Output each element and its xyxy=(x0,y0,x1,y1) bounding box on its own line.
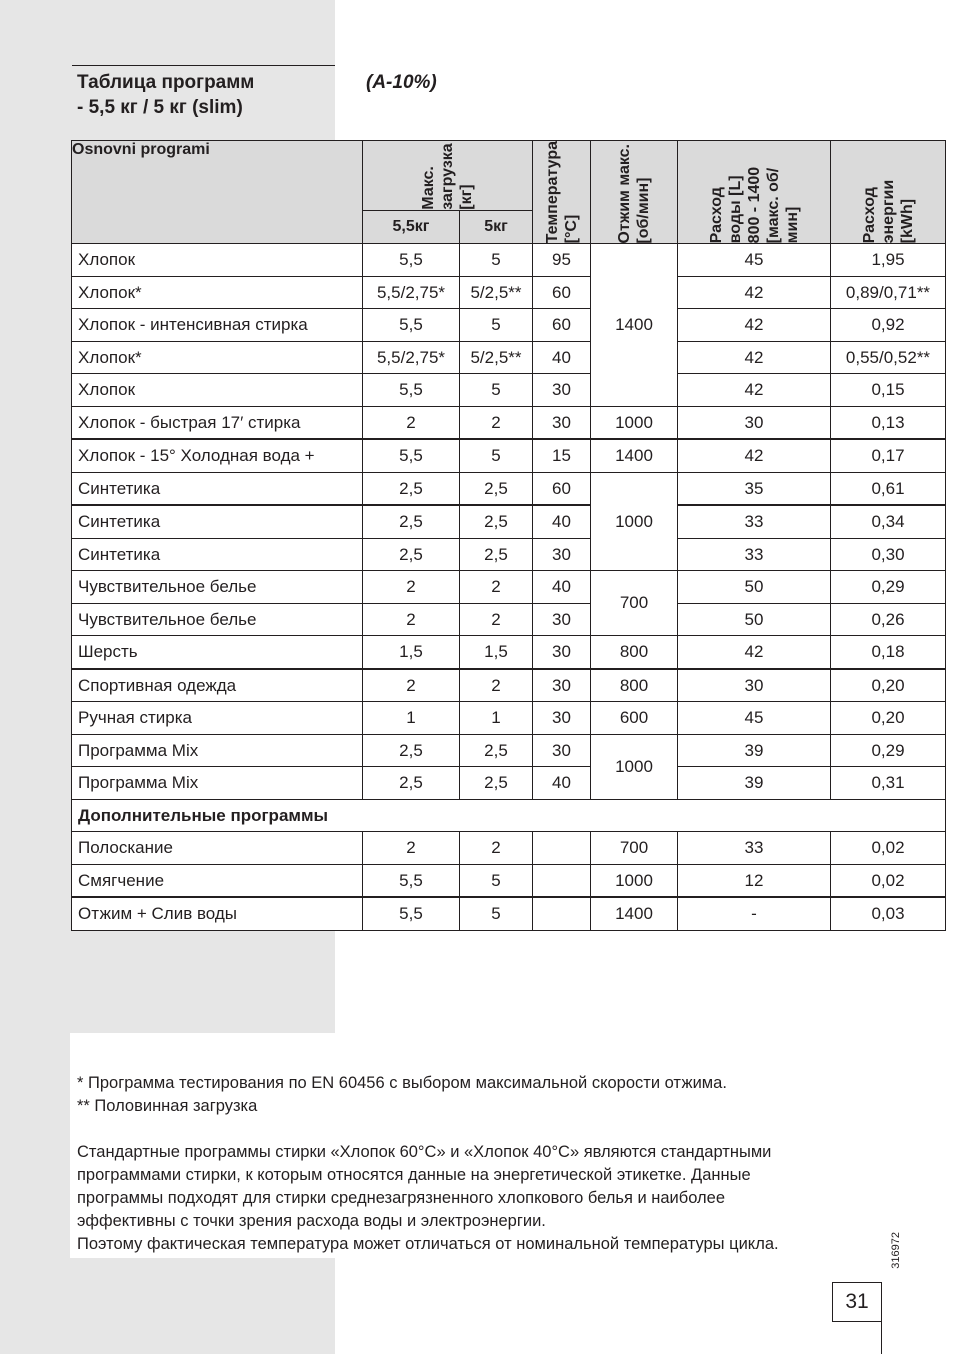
table-row xyxy=(72,538,946,571)
load-a: 2,5 xyxy=(363,734,460,767)
temperature: 15 xyxy=(533,439,591,472)
load-a: 2,5 xyxy=(363,505,460,538)
temperature: 30 xyxy=(533,702,591,735)
header-spin xyxy=(591,141,678,244)
spin: 1000 xyxy=(591,864,678,897)
water: 12 xyxy=(678,864,831,897)
table-row xyxy=(72,276,946,309)
header-load xyxy=(363,141,533,211)
temperature: 30 xyxy=(533,734,591,767)
spin: 1400 xyxy=(591,244,678,407)
table-row xyxy=(72,603,946,636)
water: 42 xyxy=(678,309,831,342)
energy: 0,20 xyxy=(831,669,946,702)
load-a: 5,5 xyxy=(363,244,460,277)
program-name: Чувствительное белье xyxy=(72,603,363,636)
temperature: 60 xyxy=(533,276,591,309)
water: 30 xyxy=(678,669,831,702)
water: 39 xyxy=(678,734,831,767)
page-number: 31 xyxy=(832,1282,882,1322)
energy: 0,20 xyxy=(831,702,946,735)
water: 35 xyxy=(678,472,831,505)
page-title xyxy=(77,70,254,120)
water: 30 xyxy=(678,406,831,439)
table-row xyxy=(72,864,946,897)
load-a: 2 xyxy=(363,406,460,439)
water: 50 xyxy=(678,571,831,604)
paragraph-line-1: Стандартные программы стирки «Хлопок 60°C» и «Хлопок 40°C» являются стандартными xyxy=(77,1143,772,1161)
water: 45 xyxy=(678,244,831,277)
program-name: Хлопок* xyxy=(72,276,363,309)
energy: 0,26 xyxy=(831,603,946,636)
temperature xyxy=(533,832,591,865)
load-b: 5 xyxy=(460,244,533,277)
load-a: 5,5 xyxy=(363,374,460,407)
paragraph-line-2: программами стирки, к которым относятся данные на энергетической этикетке. Данные xyxy=(77,1166,751,1184)
section-row xyxy=(72,799,946,832)
table-row xyxy=(72,571,946,604)
water: - xyxy=(678,897,831,930)
header-energy-text: Расход энергии [kWh] xyxy=(860,179,916,244)
energy: 0,02 xyxy=(831,832,946,865)
header-load-5kg: 5кг xyxy=(460,210,533,244)
spin: 1000 xyxy=(591,734,678,799)
footnotes xyxy=(77,1072,877,1256)
program-name: Синтетика xyxy=(72,505,363,538)
load-a: 2,5 xyxy=(363,538,460,571)
energy: 0,13 xyxy=(831,406,946,439)
water: 50 xyxy=(678,603,831,636)
load-b: 5 xyxy=(460,897,533,930)
program-name: Шерсть xyxy=(72,636,363,669)
table-row xyxy=(72,832,946,865)
load-a: 2 xyxy=(363,669,460,702)
temperature: 30 xyxy=(533,636,591,669)
spin: 800 xyxy=(591,636,678,669)
temperature: 40 xyxy=(533,341,591,374)
program-name: Хлопок xyxy=(72,374,363,407)
table-row xyxy=(72,702,946,735)
program-name: Хлопок - 15° Холодная вода + xyxy=(72,439,363,472)
load-b: 2,5 xyxy=(460,734,533,767)
load-a: 2 xyxy=(363,571,460,604)
program-name: Хлопок xyxy=(72,244,363,277)
program-name: Хлопок - быстрая 17′ стирка xyxy=(72,406,363,439)
temperature: 40 xyxy=(533,571,591,604)
temperature: 95 xyxy=(533,244,591,277)
temperature: 30 xyxy=(533,374,591,407)
program-name: Синтетика xyxy=(72,472,363,505)
load-b: 5 xyxy=(460,439,533,472)
load-a: 5,5/2,75* xyxy=(363,276,460,309)
load-b: 2,5 xyxy=(460,538,533,571)
load-a: 1,5 xyxy=(363,636,460,669)
load-b: 2 xyxy=(460,571,533,604)
footnote-2: ** Половинная загрузка xyxy=(77,1097,258,1115)
load-b: 2 xyxy=(460,669,533,702)
header-temperature-text: Температура [°C] xyxy=(543,141,580,244)
program-table xyxy=(71,140,946,931)
spin: 1000 xyxy=(591,406,678,439)
temperature xyxy=(533,864,591,897)
paragraph-line-3: программы подходят для стирки среднезагрязненного хлопкового белья и наиболее xyxy=(77,1189,726,1207)
load-a: 2,5 xyxy=(363,767,460,800)
temperature: 60 xyxy=(533,309,591,342)
water: 33 xyxy=(678,832,831,865)
table-row xyxy=(72,767,946,800)
program-name: Программа Mix xyxy=(72,734,363,767)
load-b: 2,5 xyxy=(460,472,533,505)
load-b: 1 xyxy=(460,702,533,735)
load-a: 5,5 xyxy=(363,864,460,897)
energy: 0,61 xyxy=(831,472,946,505)
table-row xyxy=(72,472,946,505)
spin: 1400 xyxy=(591,439,678,472)
program-name: Смягчение xyxy=(72,864,363,897)
spin: 1000 xyxy=(591,472,678,571)
document-number-text: 316972 xyxy=(890,1232,902,1269)
energy: 1,95 xyxy=(831,244,946,277)
table-row xyxy=(72,505,946,538)
program-name: Полоскание xyxy=(72,832,363,865)
load-b: 2 xyxy=(460,406,533,439)
table-row xyxy=(72,734,946,767)
load-a: 5,5/2,75* xyxy=(363,341,460,374)
program-name: Чувствительное белье xyxy=(72,571,363,604)
energy: 0,03 xyxy=(831,897,946,930)
water: 42 xyxy=(678,276,831,309)
load-a: 5,5 xyxy=(363,897,460,930)
title-rule xyxy=(72,65,335,66)
load-b: 5 xyxy=(460,309,533,342)
load-b: 1,5 xyxy=(460,636,533,669)
title-note: (A-10%) xyxy=(366,72,437,93)
water: 33 xyxy=(678,505,831,538)
load-b: 5/2,5** xyxy=(460,341,533,374)
load-a: 1 xyxy=(363,702,460,735)
header-energy xyxy=(831,141,946,244)
header-temperature xyxy=(533,141,591,244)
temperature: 40 xyxy=(533,505,591,538)
header-water-text: Расход воды [L] 800 - 1400 [макс. об/мин] xyxy=(707,166,801,244)
program-name: Хлопок - интенсивная стирка xyxy=(72,309,363,342)
table-row xyxy=(72,244,946,277)
spin: 700 xyxy=(591,571,678,636)
temperature: 30 xyxy=(533,406,591,439)
energy: 0,29 xyxy=(831,734,946,767)
program-name: Хлопок* xyxy=(72,341,363,374)
section-title-extra: Дополнительные программы xyxy=(72,799,946,832)
energy: 0,17 xyxy=(831,439,946,472)
page-number-rule xyxy=(881,1320,882,1354)
water: 42 xyxy=(678,636,831,669)
load-b: 2,5 xyxy=(460,767,533,800)
temperature: 40 xyxy=(533,767,591,800)
energy: 0,02 xyxy=(831,864,946,897)
footnote-1: * Программа тестирования по EN 60456 с выбором максимальной скорости отжима. xyxy=(77,1074,727,1092)
program-name: Программа Mix xyxy=(72,767,363,800)
spin: 800 xyxy=(591,669,678,702)
paragraph-line-4: эффективны с точки зрения расхода воды и электроэнергии. xyxy=(77,1212,546,1230)
table-row xyxy=(72,341,946,374)
table-row xyxy=(72,406,946,439)
temperature xyxy=(533,897,591,930)
header-water xyxy=(678,141,831,244)
energy: 0,55/0,52** xyxy=(831,341,946,374)
spin: 600 xyxy=(591,702,678,735)
load-b: 2 xyxy=(460,832,533,865)
load-b: 5 xyxy=(460,864,533,897)
table-row xyxy=(72,897,946,930)
water: 42 xyxy=(678,374,831,407)
water: 39 xyxy=(678,767,831,800)
load-b: 5/2,5** xyxy=(460,276,533,309)
load-a: 5,5 xyxy=(363,309,460,342)
title-line-1: Таблица программ xyxy=(77,72,255,93)
spin: 700 xyxy=(591,832,678,865)
energy: 0,92 xyxy=(831,309,946,342)
table-row xyxy=(72,669,946,702)
load-b: 5 xyxy=(460,374,533,407)
program-name: Спортивная одежда xyxy=(72,669,363,702)
program-name: Ручная стирка xyxy=(72,702,363,735)
energy: 0,29 xyxy=(831,571,946,604)
program-name: Отжим + Слив воды xyxy=(72,897,363,930)
spin: 1400 xyxy=(591,897,678,930)
program-name: Синтетика xyxy=(72,538,363,571)
energy: 0,15 xyxy=(831,374,946,407)
load-b: 2,5 xyxy=(460,505,533,538)
energy: 0,31 xyxy=(831,767,946,800)
document-number xyxy=(890,1232,904,1274)
header-load-text: Макс. загрузка [кг] xyxy=(420,143,475,210)
load-a: 2 xyxy=(363,832,460,865)
temperature: 30 xyxy=(533,538,591,571)
table-row xyxy=(72,374,946,407)
energy: 0,34 xyxy=(831,505,946,538)
water: 45 xyxy=(678,702,831,735)
temperature: 30 xyxy=(533,669,591,702)
load-a: 2 xyxy=(363,603,460,636)
water: 33 xyxy=(678,538,831,571)
energy: 0,30 xyxy=(831,538,946,571)
load-a: 2,5 xyxy=(363,472,460,505)
table-row xyxy=(72,439,946,472)
load-b: 2 xyxy=(460,603,533,636)
table-row xyxy=(72,636,946,669)
water: 42 xyxy=(678,341,831,374)
temperature: 30 xyxy=(533,603,591,636)
load-a: 5,5 xyxy=(363,439,460,472)
temperature: 60 xyxy=(533,472,591,505)
water: 42 xyxy=(678,439,831,472)
header-load-5-5kg: 5,5кг xyxy=(363,210,460,244)
title-line-2: - 5,5 кг / 5 кг (slim) xyxy=(77,97,243,118)
paragraph-line-5: Поэтому фактическая температура может отличаться от номинальной температуры цикла. xyxy=(77,1235,779,1253)
energy: 0,89/0,71** xyxy=(831,276,946,309)
table-row xyxy=(72,309,946,342)
header-spin-text: Отжим макс. [об/мин] xyxy=(616,143,652,244)
header-programs: Osnovni programi xyxy=(72,141,363,244)
energy: 0,18 xyxy=(831,636,946,669)
